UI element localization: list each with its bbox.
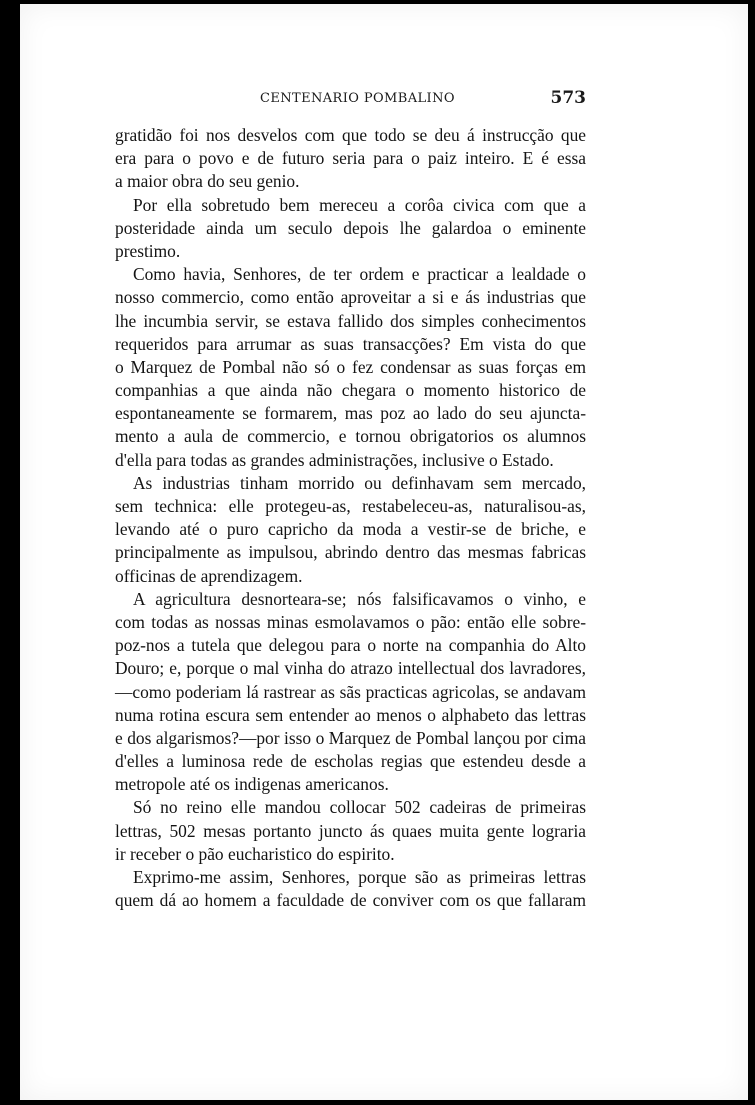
text-line: gratidão foi nos desvelos com que todo se deu á instrucção que: [115, 125, 586, 145]
text-line: e dos algarismos?—por isso o Marquez de Pombal lançou por cima: [115, 727, 586, 748]
running-title: CENTENARIO POMBALINO: [260, 91, 455, 106]
text-line: lettras, 502 mesas portanto juncto ás quaes muita gente lograria: [115, 820, 586, 841]
text-line: Como havia, Senhores, de ter ordem e practicar a lealdade o: [133, 264, 586, 285]
text-line: As industrias tinham morrido ou definhavam sem mercado,: [133, 472, 586, 493]
text-line: prestimo.: [115, 240, 181, 261]
text-line: d'elles a luminosa rede de escholas regias que estendeu desde a: [115, 751, 586, 772]
text-line: officinas de aprendizagem.: [115, 565, 303, 586]
body-text: [115, 124, 586, 912]
page-header: [115, 88, 586, 112]
text-line: ir receber o pão eucharistico do espirito.: [115, 843, 395, 864]
text-line: o Marquez de Pombal não só o fez condensar as suas forças em: [115, 356, 586, 377]
text-line: numa rotina escura sem entender ao menos o alphabeto das lettras: [115, 704, 586, 725]
text-line: nosso commercio, como então aproveitar a si e ás industrias que: [115, 287, 586, 308]
text-line: levando até o puro capricho da moda a vestir-se de briche, e: [115, 519, 586, 540]
text-line: posteridade ainda um seculo depois lhe galardoa o eminente: [115, 217, 586, 238]
text-line: d'ella para todas as grandes administrações, inclusive o Estado.: [115, 449, 554, 470]
text-line: com todas as nossas minas esmolavamos o pão: então elle sobre-: [115, 611, 586, 632]
text-line: Por ella sobretudo bem mereceu a corôa civica com que a: [133, 194, 586, 215]
page-number: 573: [550, 88, 586, 108]
text-line: requeridos para arrumar as suas transacções? Em vista do que: [115, 333, 586, 354]
scan-right-border: [748, 0, 755, 1105]
text-line: a maior obra do seu genio.: [115, 171, 300, 192]
text-line: metropole até os indigenas americanos.: [115, 774, 389, 795]
text-line: Douro; e, porque o mal vinha do atrazo intellectual dos lavradores,: [115, 658, 586, 679]
text-line: Exprimo-me assim, Senhores, porque são as primeiras lettras: [133, 867, 586, 887]
text-line: lhe incumbia servir, se estava fallido dos simples conhecimentos: [115, 310, 586, 331]
text-line: quem dá ao homem a faculdade de conviver com os que fallaram: [115, 890, 586, 911]
text-line: era para o povo e de futuro seria para o paiz inteiro. E é essa: [115, 148, 586, 169]
text-line: Só no reino elle mandou collocar 502 cadeiras de primeiras: [133, 797, 586, 818]
scan-left-border: [0, 0, 20, 1105]
text-line: principalmente as impulsou, abrindo dentro das mesmas fabricas: [115, 542, 586, 563]
text-line: espontaneamente se formarem, mas poz ao lado do seu ajuncta-: [115, 403, 586, 424]
text-line: A agricultura desnorteara-se; nós falsificavamos o vinho, e: [133, 588, 586, 609]
text-line: sem technica: elle protegeu-as, restabeleceu-as, naturalisou-as,: [115, 496, 586, 516]
text-line: companhias a que ainda não chegara o momento historico de: [115, 380, 586, 401]
text-line: —como poderiam lá rastrear as sãs practicas agricolas, se andavam: [115, 681, 586, 702]
text-line: poz-nos a tutela que delegou para o norte na companhia do Alto: [115, 635, 586, 656]
text-line: mento a aula de commercio, e tornou obrigatorios os alumnos: [115, 426, 586, 447]
